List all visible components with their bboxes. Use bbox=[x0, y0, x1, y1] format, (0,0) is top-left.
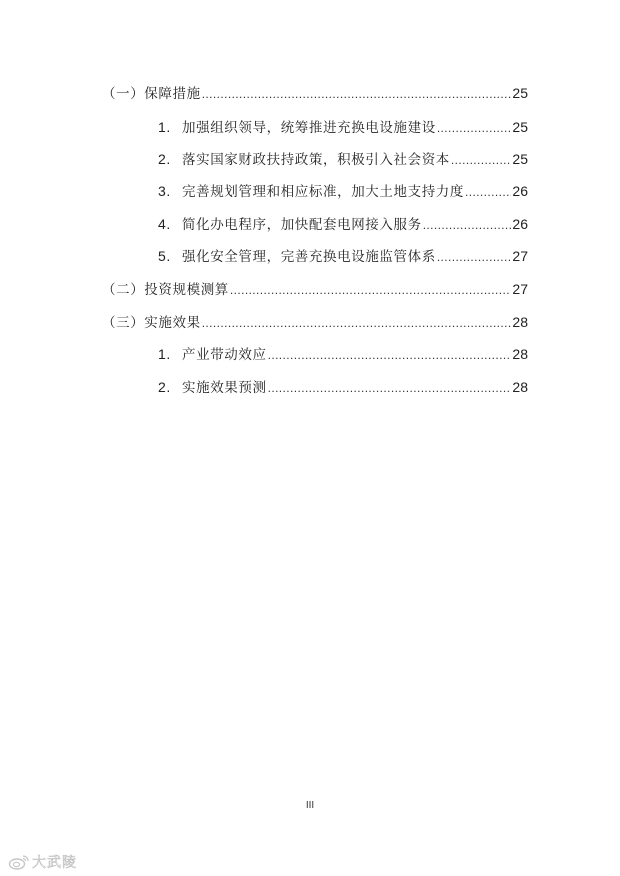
toc-entry-title: 实施效果预测 bbox=[182, 380, 267, 396]
toc-entry-page: 27 bbox=[512, 281, 528, 297]
watermark-text: 大武陵 bbox=[32, 855, 77, 871]
toc-leader-dots bbox=[465, 185, 511, 199]
toc-entry-page: 28 bbox=[512, 346, 528, 362]
toc-entry-page: 27 bbox=[512, 248, 528, 264]
toc-entry-title: 完善规划管理和相应标准，加大土地支持力度 bbox=[182, 184, 464, 200]
page-number: III bbox=[305, 800, 315, 811]
toc-entry-page: 25 bbox=[512, 119, 528, 135]
toc-leader-dots bbox=[437, 250, 512, 264]
toc-entry-page: 28 bbox=[512, 379, 528, 395]
toc-entry-title: 产业带动效应 bbox=[182, 347, 267, 363]
toc-entry-title: （二）投资规模测算 bbox=[102, 282, 229, 298]
toc-leader-dots bbox=[423, 218, 512, 232]
toc-leader-dots bbox=[268, 348, 512, 362]
toc-entry-organization-leadership[interactable] bbox=[158, 116, 528, 136]
toc-entry-title: 落实国家财政扶持政策，积极引入社会资本 bbox=[182, 152, 450, 168]
toc-entry-fiscal-policy[interactable] bbox=[158, 148, 528, 168]
toc-entry-number: 2. bbox=[158, 151, 171, 167]
toc-entry-page: 26 bbox=[512, 216, 528, 232]
toc-entry-safety-management[interactable] bbox=[158, 245, 528, 265]
toc-entry-investment-estimate[interactable] bbox=[102, 278, 528, 298]
toc-entry-effect-forecast[interactable] bbox=[158, 376, 528, 396]
toc-entry-number: 1. bbox=[158, 346, 171, 362]
toc-entry-page: 28 bbox=[512, 314, 528, 330]
toc-entry-title: 强化安全管理，完善充换电设施监管体系 bbox=[182, 249, 436, 265]
toc-leader-dots bbox=[202, 87, 512, 101]
toc-entry-implementation-effects[interactable] bbox=[102, 311, 528, 331]
toc-entry-title: （一）保障措施 bbox=[102, 86, 201, 102]
weibo-logo-icon bbox=[8, 854, 30, 870]
toc-entry-title: （三）实施效果 bbox=[102, 315, 201, 331]
toc-entry-page: 26 bbox=[512, 183, 528, 199]
toc-entry-planning-standards[interactable] bbox=[158, 180, 528, 200]
toc-leader-dots bbox=[451, 153, 512, 167]
toc-entry-power-access[interactable] bbox=[158, 213, 528, 233]
toc-leader-dots bbox=[437, 121, 512, 135]
toc-leader-dots bbox=[268, 381, 512, 395]
toc-entry-title: 加强组织领导，统筹推进充换电设施建设 bbox=[182, 120, 436, 136]
toc-leader-dots bbox=[230, 283, 512, 297]
toc-entry-safeguard-measures[interactable] bbox=[102, 82, 528, 102]
toc-entry-number: 2. bbox=[158, 379, 171, 395]
toc-entry-page: 25 bbox=[512, 151, 528, 167]
toc-leader-dots bbox=[202, 316, 512, 330]
toc-entry-industry-effect[interactable] bbox=[158, 343, 528, 363]
toc-entry-number: 5. bbox=[158, 248, 171, 264]
toc-entry-number: 3. bbox=[158, 183, 171, 199]
watermark bbox=[8, 852, 77, 872]
toc-entry-title: 简化办电程序，加快配套电网接入服务 bbox=[182, 217, 422, 233]
toc-entry-page: 25 bbox=[512, 85, 528, 101]
toc-entry-number: 4. bbox=[158, 216, 171, 232]
toc-entry-number: 1. bbox=[158, 119, 171, 135]
